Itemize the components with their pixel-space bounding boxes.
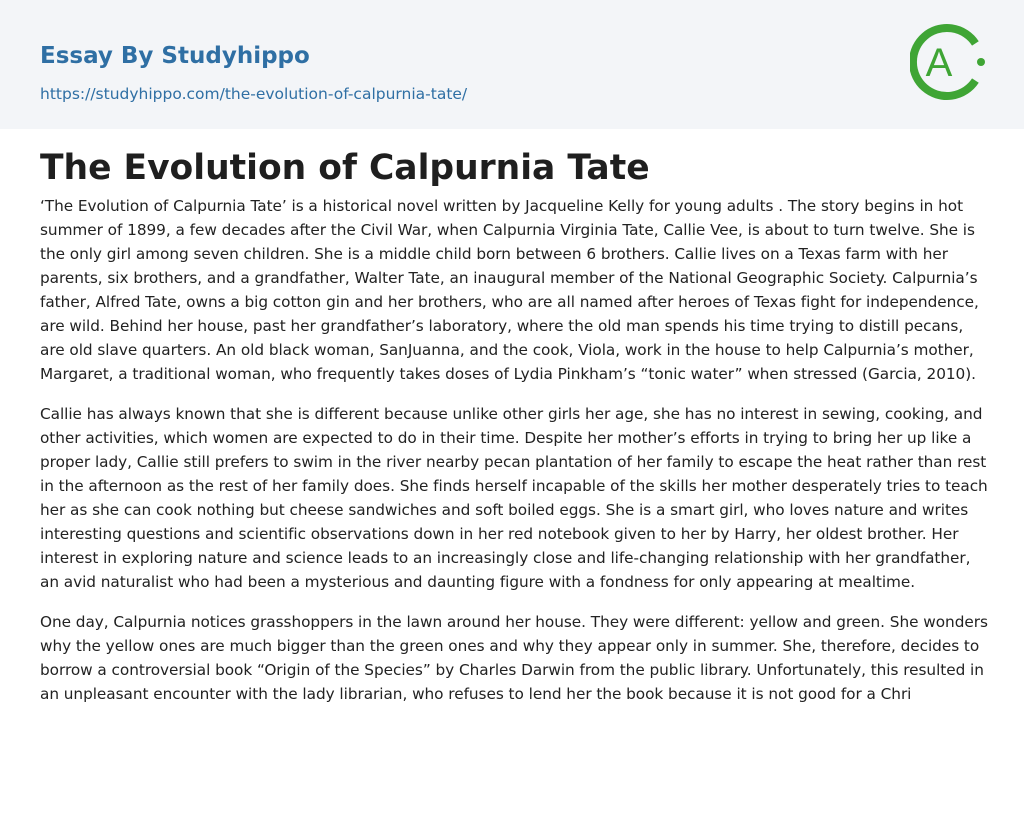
site-brand[interactable]: Essay By Studyhippo <box>40 43 310 69</box>
page-title: The Evolution of Calpurnia Tate <box>40 148 650 188</box>
essay-paragraph: Callie has always known that she is different because unlike other girls her age, she has no interest in sewing, cooking, and other activities, which women are expected to do in their time. Despite her mother’s efforts in trying to bring her up like a proper lady, Callie still prefers to swim in the river nearby pecan plantation of her family to escape the heat rather than rest in the afternoon as the rest of her family does. She finds herself incapable of the skills her mother desperately tries to teach her as she can cook nothing but cheese sandwiches and soft boiled eggs. She is a smart girl, who loves nature and writes interesting questions and scientific observations down in her red notebook given to her by Harry, her oldest brother. Her interest in exploring nature and science leads to an increasingly close and life-changing relationship with her grandfather, an avid naturalist who had been a mysterious and daunting figure with a fondness for only appearing at mealtime. <box>40 405 988 591</box>
essay-url-link[interactable]: https://studyhippo.com/the-evolution-of-calpurnia-tate/ <box>40 85 468 103</box>
studyhippo-logo-icon[interactable] <box>910 18 988 106</box>
logo-letter: A <box>925 41 953 85</box>
essay-paragraph: ‘The Evolution of Calpurnia Tate’ is a historical novel written by Jacqueline Kelly for young adults . The story begins in hot summer of 1899, a few decades after the Civil War, when Calpurnia Virginia Tate, Callie Vee, is about to turn twelve. She is the only girl among seven children. She is a middle child born between 6 brothers. Callie lives on a Texas farm with her parents, six brothers, and a grandfather, Walter Tate, an inaugural member of the National Geographic Society. Calpurnia’s father, Alfred Tate, owns a big cotton gin and her brothers, who are all named after heroes of Texas fight for independence, are wild. Behind her house, past her grandfather’s laboratory, where the old man spends his time trying to distill pecans, are old slave quarters. An old black woman, SanJuanna, and the cook, Viola, work in the house to help Calpurnia’s mother, Margaret, a traditional woman, who frequently takes doses of Lydia Pinkham’s “tonic water” when stressed (Garcia, 2010). <box>40 197 979 383</box>
essay-body <box>40 194 988 722</box>
essay-paragraph: One day, Calpurnia notices grasshoppers in the lawn around her house. They were different: yellow and green. She wonders why the yellow ones are much bigger than the green ones and why they appear only in summer. She, therefore, decides to borrow a controversial book “Origin of the Species” by Charles Darwin from the public library. Unfortunately, this resulted in an unpleasant encounter with the lady librarian, who refuses to lend her the book because it is not good for a Chri <box>40 613 988 703</box>
site-header <box>0 0 1024 129</box>
